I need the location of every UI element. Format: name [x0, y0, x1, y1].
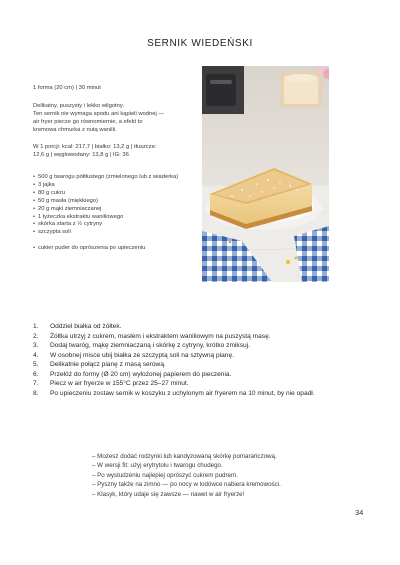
step-text: Oddziel białka od żółtek. [50, 323, 122, 330]
step-text: W osobnej misce ubij białka ze szczyptą soli na sztywną pianę. [50, 351, 234, 359]
step-text: Żółtka utrzyj z cukrem, masłem i ekstraktem waniliowym na puszystą masę. [50, 332, 271, 340]
step-item [33, 389, 383, 399]
tip-item: – W wersji fit: użyj erytrytolu i twarogu chudego. [92, 462, 223, 470]
intro-line: air fryer piecze go równomiernie, a efekt to [33, 118, 143, 125]
step-item [33, 351, 383, 361]
step-text: Piecz w air fryerze w 155°C przez 25–27 minut. [50, 380, 189, 388]
step-number: 3. [33, 342, 39, 350]
tip-item: – Pyszny także na zimno — po nocy w lodówce nabiera kremowości. [92, 481, 281, 489]
ingredient-item: • 50 g masła (miękkiego) [33, 198, 193, 206]
step-number: 8. [33, 389, 39, 397]
ingredients-list [33, 174, 193, 253]
ingredient-item: • skórka starta z ½ cytryny [33, 221, 193, 229]
steps-list [33, 322, 383, 398]
recipe-details [33, 85, 193, 253]
step-item [33, 379, 383, 389]
nutrition-line: W 1 porcji: kcal: 217,7 | białko: 13,2 g | tłuszcze: [33, 144, 157, 151]
step-number: 7. [33, 380, 39, 388]
ingredient-item-extra: • cukier puder do oprószenia po upieczeniu [33, 245, 193, 253]
cheesecake-photo [202, 66, 329, 282]
step-item [33, 370, 383, 380]
intro-line: Ten sernik nie wymaga spodu ani kąpieli wodnej — [33, 110, 165, 117]
ingredient-item: • 20 g mąki ziemniaczanej [33, 206, 193, 214]
intro-line: kremowa chmurka z nutą wanilii. [33, 126, 117, 133]
page-title: SERNIK WIEDEŃSKI [147, 38, 253, 49]
step-number: 5. [33, 361, 39, 369]
step-item [33, 332, 383, 342]
page-number: 34 [355, 508, 364, 517]
tips-list [92, 452, 382, 499]
step-number: 2. [33, 332, 39, 340]
step-number: 6. [33, 370, 39, 378]
ingredient-item: • 3 jajka [33, 182, 193, 190]
step-text: Po upieczeniu zostaw sernik w koszyku z uchylonym air fryerem na 10 minut, by nie opadł. [50, 389, 315, 397]
step-item [33, 341, 383, 351]
step-text: Przełóż do formy (Ø 20 cm) wyłożonej papierem do pieczenia. [50, 370, 232, 378]
ingredient-item: • szczypta soli [33, 229, 193, 237]
tip-item: – Możesz dodać rodzynki lub kandyzowaną skórkę pomarańczową. [92, 453, 277, 460]
step-text: Dodaj twaróg, mąkę ziemniaczaną i skórkę z cytryny, krótko zmiksuj. [50, 342, 250, 350]
recipe-intro [33, 103, 193, 135]
ingredient-item: • 1 łyżeczka ekstraktu waniliowego [33, 214, 193, 222]
tip-item: – Klasyk, który udaje się zawsze — nawet w air fryerze! [92, 490, 245, 498]
nutrition-line: 12,6 g | węglowodany: 13,8 g | IG: 36 [33, 152, 129, 159]
step-text: Delikatnie połącz pianę z masą serową. [50, 361, 166, 369]
step-number: 1. [33, 323, 39, 330]
intro-line: Delikatny, puszysty i lekko wilgotny. [33, 102, 124, 109]
ingredient-item: • 500 g twarogu półtłustego (zmielonego lub z wiaderka) [33, 174, 193, 182]
ingredient-item: • 80 g cukru [33, 190, 193, 198]
tip-item: – Po wystudzeniu najlepiej oprószyć cukrem pudrem. [92, 471, 238, 479]
step-item [33, 360, 383, 370]
step-item [33, 322, 383, 332]
nutrition-info [33, 144, 193, 160]
step-number: 4. [33, 351, 39, 359]
recipe-meta: 1 forma (20 cm) | 30 minut [33, 85, 101, 91]
